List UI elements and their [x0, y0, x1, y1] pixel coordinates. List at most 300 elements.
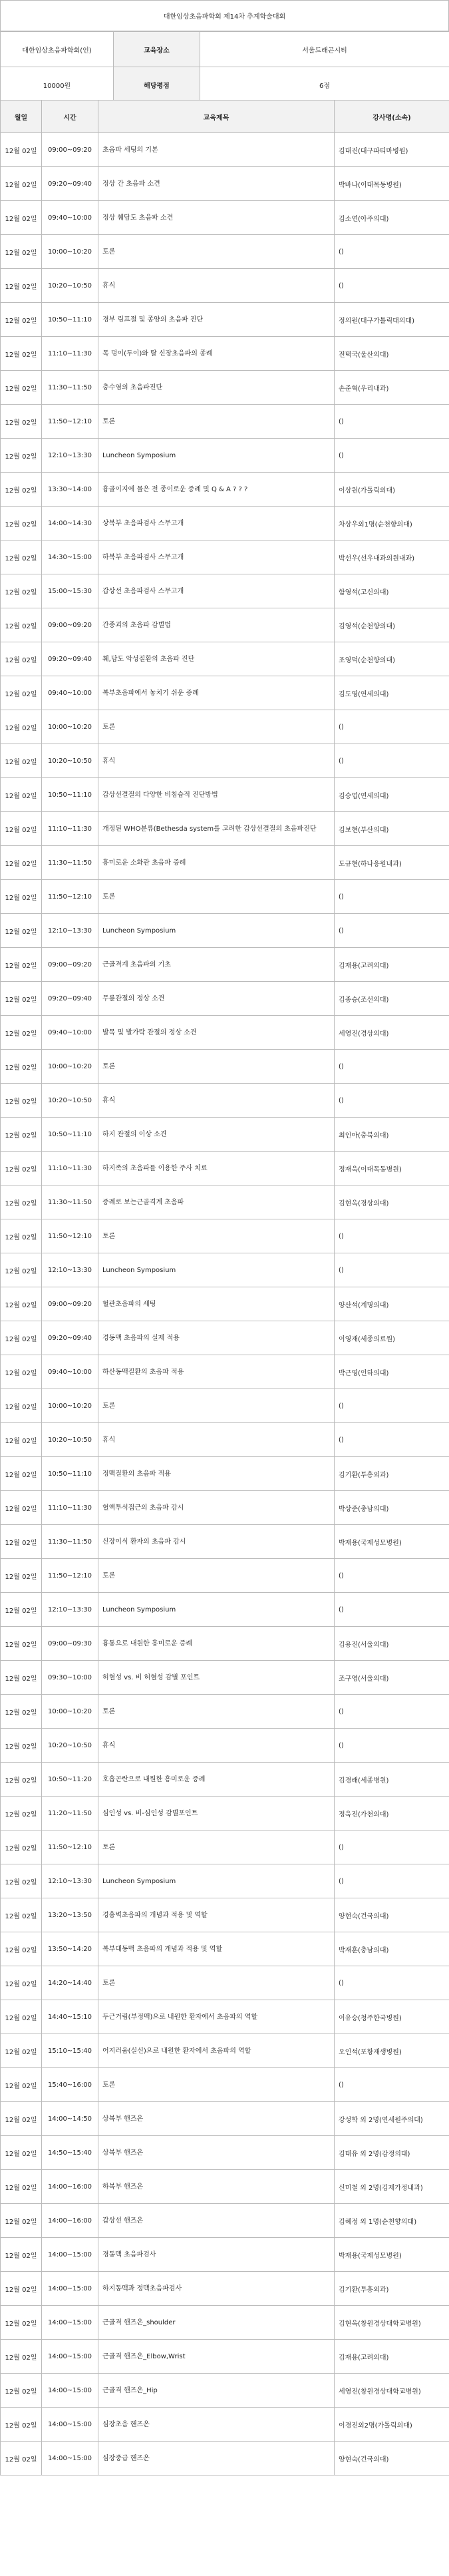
table-row	[1, 1966, 449, 2000]
row-lecturer: 차상우외1명(순천향의대)	[335, 507, 449, 540]
table-row	[1, 167, 449, 201]
row-date: 12월 02일	[1, 2272, 42, 2306]
row-time: 12:10~13:30	[42, 1253, 98, 1287]
row-time: 10:50~11:10	[42, 1457, 98, 1491]
row-date: 12월 02일	[1, 2238, 42, 2272]
row-time: 09:20~09:40	[42, 167, 98, 201]
table-row	[1, 371, 449, 405]
table-row	[1, 880, 449, 914]
table-row	[1, 1287, 449, 1321]
row-time: 09:30~10:00	[42, 1661, 98, 1695]
row-subject: 토론	[98, 235, 335, 269]
row-time: 14:00~15:00	[42, 2238, 98, 2272]
row-subject: 충수염의 초음파진단	[98, 371, 335, 405]
row-lecturer: ()	[335, 1593, 449, 1627]
row-date: 12월 02일	[1, 1695, 42, 1729]
row-subject: 정상 췌담도 초음파 소견	[98, 201, 335, 235]
row-lecturer: 정재욱(이대목동병원)	[335, 1152, 449, 1185]
row-time: 09:00~09:20	[42, 1287, 98, 1321]
row-subject: 토론	[98, 1559, 335, 1593]
row-subject: 토론	[98, 405, 335, 439]
row-subject: 신장이식 환자의 초음파 감시	[98, 1525, 335, 1559]
table-row	[1, 1932, 449, 1966]
table-row	[1, 778, 449, 812]
row-time: 10:20~10:50	[42, 1084, 98, 1118]
row-subject: 개정된 WHO분류(Bethesda system를 고려한 갑상선결절의 초음파진단	[98, 812, 335, 846]
row-time: 10:50~11:10	[42, 778, 98, 812]
row-subject: 하복부 초음파검사 스무고개	[98, 540, 335, 574]
row-time: 09:00~09:20	[42, 948, 98, 982]
row-date: 12월 02일	[1, 1864, 42, 1898]
row-subject: 갑상선 초음파검사 스무고개	[98, 574, 335, 608]
row-lecturer: 김기환(투흥외과)	[335, 1457, 449, 1491]
row-time: 14:00~14:30	[42, 507, 98, 540]
row-date: 12월 02일	[1, 2102, 42, 2136]
row-date: 12월 02일	[1, 1830, 42, 1864]
row-date: 12월 02일	[1, 948, 42, 982]
row-date: 12월 02일	[1, 812, 42, 846]
row-date: 12월 02일	[1, 2034, 42, 2068]
row-lecturer: 함영석(고신의대)	[335, 574, 449, 608]
col-time: 시간	[42, 101, 98, 133]
row-lecturer: 박근영(인하의대)	[335, 1355, 449, 1389]
row-time: 12:10~13:30	[42, 1593, 98, 1627]
row-subject: 토론	[98, 710, 335, 744]
row-subject: 상복부 초음파검사 스무고개	[98, 507, 335, 540]
table-row	[1, 982, 449, 1016]
row-time: 10:50~11:20	[42, 1763, 98, 1797]
row-date: 12월 02일	[1, 914, 42, 948]
row-subject: 근골격계 초음파의 기초	[98, 948, 335, 982]
row-lecturer: 김용진(서울의대)	[335, 1627, 449, 1661]
row-time: 14:00~15:00	[42, 2340, 98, 2374]
row-subject: 흥미로운 소화관 초음파 증례	[98, 846, 335, 880]
row-date: 12월 02일	[1, 710, 42, 744]
row-time: 09:20~09:40	[42, 982, 98, 1016]
row-lecturer: ()	[335, 235, 449, 269]
row-date: 12월 02일	[1, 2408, 42, 2442]
table-row	[1, 2000, 449, 2034]
row-lecturer: 김혜정 외 1명(순천향의대)	[335, 2204, 449, 2238]
schedule-body	[1, 133, 449, 2475]
row-lecturer: 김경래(세종병원)	[335, 1763, 449, 1797]
row-subject: 경동맥 초음파검사	[98, 2238, 335, 2272]
row-time: 14:00~15:00	[42, 2306, 98, 2340]
row-subject: 토론	[98, 1219, 335, 1253]
row-time: 09:20~09:40	[42, 642, 98, 676]
row-lecturer: 김재용(고려의대)	[335, 948, 449, 982]
row-subject: Luncheon Symposium	[98, 1864, 335, 1898]
row-subject: 두근거림(부정맥)으로 내원한 환자에서 초음파의 역할	[98, 2000, 335, 2034]
row-time: 09:00~09:20	[42, 133, 98, 167]
col-subject: 교육제목	[98, 101, 335, 133]
row-subject: 정맥질환의 초음파 적용	[98, 1457, 335, 1491]
row-time: 11:30~11:50	[42, 371, 98, 405]
row-lecturer: ()	[335, 269, 449, 303]
row-subject: 토론	[98, 2068, 335, 2102]
row-lecturer: ()	[335, 880, 449, 914]
row-time: 10:20~10:50	[42, 269, 98, 303]
row-time: 11:10~11:30	[42, 337, 98, 371]
row-time: 09:40~10:00	[42, 201, 98, 235]
row-lecturer: 신미철 외 2명(김제가정내과)	[335, 2170, 449, 2204]
row-subject: 호흡곤란으로 내원한 흥미로운 증례	[98, 1763, 335, 1797]
table-row	[1, 2306, 449, 2340]
row-subject: 근골격 핸즈온_shoulder	[98, 2306, 335, 2340]
table-row	[1, 812, 449, 846]
row-date: 12월 02일	[1, 1661, 42, 1695]
table-row	[1, 1423, 449, 1457]
row-time: 11:10~11:30	[42, 1152, 98, 1185]
row-time: 14:00~15:00	[42, 2374, 98, 2408]
table-row	[1, 1797, 449, 1830]
table-row	[1, 2068, 449, 2102]
row-lecturer: 김재용(고려의대)	[335, 2340, 449, 2374]
venue: 서울드래곤시티	[200, 32, 449, 67]
row-lecturer: 김종승(조선의대)	[335, 982, 449, 1016]
row-time: 10:00~10:20	[42, 1695, 98, 1729]
table-row	[1, 439, 449, 473]
row-lecturer: 최인아(충북의대)	[335, 1118, 449, 1152]
row-subject: 토론	[98, 1830, 335, 1864]
row-date: 12월 02일	[1, 778, 42, 812]
row-time: 09:40~10:00	[42, 1016, 98, 1050]
table-row	[1, 133, 449, 167]
row-subject: 증례로 보는근골격계 초음파	[98, 1185, 335, 1219]
row-time: 11:50~12:10	[42, 1559, 98, 1593]
row-date: 12월 02일	[1, 880, 42, 914]
row-date: 12월 02일	[1, 1898, 42, 1932]
row-lecturer: ()	[335, 1695, 449, 1729]
row-lecturer: 전택국(울산의대)	[335, 337, 449, 371]
table-row	[1, 1355, 449, 1389]
row-time: 11:50~12:10	[42, 1219, 98, 1253]
row-time: 09:00~09:20	[42, 608, 98, 642]
table-row	[1, 1898, 449, 1932]
row-lecturer: 박재용(국제성모병원)	[335, 1525, 449, 1559]
row-subject: 하산동맥질환의 초음파 적용	[98, 1355, 335, 1389]
table-row	[1, 1491, 449, 1525]
row-lecturer: ()	[335, 1084, 449, 1118]
row-date: 12월 02일	[1, 1423, 42, 1457]
row-lecturer: 이경진외2명(가톨릭의대)	[335, 2408, 449, 2442]
table-row	[1, 1627, 449, 1661]
row-time: 10:00~10:20	[42, 710, 98, 744]
row-time: 10:20~10:50	[42, 1729, 98, 1763]
row-subject: 상복부 핸즈온	[98, 2136, 335, 2170]
table-row	[1, 1084, 449, 1118]
table-row	[1, 2136, 449, 2170]
row-date: 12월 02일	[1, 201, 42, 235]
row-date: 12월 02일	[1, 2204, 42, 2238]
row-date: 12월 02일	[1, 1525, 42, 1559]
row-subject: 발목 및 발가락 관절의 정상 소견	[98, 1016, 335, 1050]
row-lecturer: 손준혁(우리내과)	[335, 371, 449, 405]
table-row	[1, 1695, 449, 1729]
row-subject: 토론	[98, 1389, 335, 1423]
row-time: 09:20~09:40	[42, 1321, 98, 1355]
row-date: 12월 02일	[1, 1389, 42, 1423]
row-subject: 휴식	[98, 1729, 335, 1763]
row-date: 12월 02일	[1, 2000, 42, 2034]
table-row	[1, 574, 449, 608]
row-date: 12월 02일	[1, 1593, 42, 1627]
row-subject: Luncheon Symposium	[98, 439, 335, 473]
row-time: 14:00~15:00	[42, 2272, 98, 2306]
row-time: 10:50~11:10	[42, 303, 98, 337]
row-lecturer: 강성학 외 2명(연세원주의대)	[335, 2102, 449, 2136]
row-time: 10:50~11:10	[42, 1118, 98, 1152]
row-subject: 혈액투석접근의 초음파 감시	[98, 1491, 335, 1525]
row-lecturer: 세영진(창원경상대학교병원)	[335, 2374, 449, 2408]
table-row	[1, 1729, 449, 1763]
row-lecturer: 김현옥(경상의대)	[335, 1185, 449, 1219]
row-date: 12월 02일	[1, 1016, 42, 1050]
venue-label: 교육장소	[114, 32, 200, 67]
row-lecturer: 정욱진(가천의대)	[335, 1797, 449, 1830]
row-date: 12월 02일	[1, 608, 42, 642]
row-date: 12월 02일	[1, 846, 42, 880]
row-subject: 췌,담도 악성질환의 초음파 진단	[98, 642, 335, 676]
table-row	[1, 1864, 449, 1898]
row-subject: 허혈성 vs. 비 허혈성 감별 포인트	[98, 1661, 335, 1695]
row-date: 12월 02일	[1, 1966, 42, 2000]
row-date: 12월 02일	[1, 744, 42, 778]
row-lecturer: 도규현(하나응원내과)	[335, 846, 449, 880]
table-row	[1, 642, 449, 676]
table-row	[1, 1525, 449, 1559]
row-date: 12월 02일	[1, 2374, 42, 2408]
row-time: 14:50~15:40	[42, 2136, 98, 2170]
row-lecturer: 박재훈(충남의대)	[335, 1932, 449, 1966]
row-date: 12월 02일	[1, 2068, 42, 2102]
row-time: 14:00~15:00	[42, 2442, 98, 2475]
row-lecturer: 박상준(충남의대)	[335, 1491, 449, 1525]
row-subject: 간종괴의 초음파 감별법	[98, 608, 335, 642]
table-row	[1, 1118, 449, 1152]
table-row	[1, 1389, 449, 1423]
row-lecturer: 양현숙(건국의대)	[335, 2442, 449, 2475]
row-time: 14:00~16:00	[42, 2204, 98, 2238]
row-lecturer: 김소연(아주의대)	[335, 201, 449, 235]
row-date: 12월 02일	[1, 2442, 42, 2475]
title-table	[0, 0, 449, 31]
row-lecturer: 김승업(연세의대)	[335, 778, 449, 812]
row-lecturer: ()	[335, 1050, 449, 1084]
row-date: 12월 02일	[1, 1491, 42, 1525]
row-lecturer: 김태유 외 2명(감정의대)	[335, 2136, 449, 2170]
table-row	[1, 1830, 449, 1864]
row-date: 12월 02일	[1, 1253, 42, 1287]
row-subject: 흉골이지에 물은 전 종이로운 증례 및 Q & A ? ? ?	[98, 473, 335, 507]
row-date: 12월 02일	[1, 337, 42, 371]
row-subject: 초음파 세팅의 기본	[98, 133, 335, 167]
row-time: 11:50~12:10	[42, 1830, 98, 1864]
row-subject: 심장중급 핸즈온	[98, 2442, 335, 2475]
row-date: 12월 02일	[1, 439, 42, 473]
row-date: 12월 02일	[1, 235, 42, 269]
table-row	[1, 1661, 449, 1695]
table-row	[1, 2238, 449, 2272]
row-date: 12월 02일	[1, 1763, 42, 1797]
table-row	[1, 405, 449, 439]
row-date: 12월 02일	[1, 133, 42, 167]
row-time: 09:40~10:00	[42, 1355, 98, 1389]
row-date: 12월 02일	[1, 2306, 42, 2340]
row-lecturer: ()	[335, 1219, 449, 1253]
row-lecturer: 김대진(대구파티마병원)	[335, 133, 449, 167]
credits-label: 해당평점	[114, 67, 200, 103]
row-subject: 토론	[98, 1966, 335, 2000]
col-date: 월일	[1, 101, 42, 133]
table-row	[1, 1185, 449, 1219]
row-lecturer: 김현옥(창원경상대학교병원)	[335, 2306, 449, 2340]
row-lecturer: ()	[335, 1830, 449, 1864]
row-date: 12월 02일	[1, 982, 42, 1016]
row-subject: 휴식	[98, 1084, 335, 1118]
row-time: 14:20~14:40	[42, 1966, 98, 2000]
row-time: 11:30~11:50	[42, 1525, 98, 1559]
row-lecturer: ()	[335, 744, 449, 778]
row-lecturer: 조구영(서울의대)	[335, 1661, 449, 1695]
table-row	[1, 608, 449, 642]
row-subject: 토론	[98, 880, 335, 914]
row-subject: 토론	[98, 1695, 335, 1729]
organizer: 대한임상초음파학회(인)	[1, 32, 114, 67]
row-lecturer: 박바나(이대목동병원)	[335, 167, 449, 201]
row-date: 12월 02일	[1, 405, 42, 439]
table-row	[1, 2408, 449, 2442]
row-date: 12월 02일	[1, 1050, 42, 1084]
row-date: 12월 02일	[1, 1797, 42, 1830]
row-lecturer: 김영석(순천향의대)	[335, 608, 449, 642]
table-row	[1, 2374, 449, 2408]
table-row	[1, 710, 449, 744]
table-row	[1, 914, 449, 948]
row-time: 14:30~15:00	[42, 540, 98, 574]
row-time: 11:30~11:50	[42, 1185, 98, 1219]
info-table	[0, 31, 449, 103]
row-subject: 심장초음 핸즈온	[98, 2408, 335, 2442]
table-row	[1, 1321, 449, 1355]
row-time: 12:10~13:30	[42, 1864, 98, 1898]
row-time: 10:20~10:50	[42, 744, 98, 778]
row-subject: 갑상선결절의 다양한 비침습적 진단방법	[98, 778, 335, 812]
table-row	[1, 2340, 449, 2374]
row-subject: 근골격 핸즈온_Hip	[98, 2374, 335, 2408]
row-subject: 하지 관절의 이상 소견	[98, 1118, 335, 1152]
row-time: 11:10~11:30	[42, 812, 98, 846]
row-lecturer: 오인석(포항재생병원)	[335, 2034, 449, 2068]
table-row	[1, 676, 449, 710]
row-time: 13:50~14:20	[42, 1932, 98, 1966]
table-row	[1, 303, 449, 337]
row-date: 12월 02일	[1, 1219, 42, 1253]
table-row	[1, 507, 449, 540]
row-subject: 혈관초음파의 세팅	[98, 1287, 335, 1321]
table-row	[1, 2170, 449, 2204]
row-subject: 휴식	[98, 269, 335, 303]
row-time: 10:20~10:50	[42, 1423, 98, 1457]
row-lecturer: 박재용(국제성모병원)	[335, 2238, 449, 2272]
row-lecturer: ()	[335, 2068, 449, 2102]
row-lecturer: ()	[335, 1389, 449, 1423]
row-time: 15:10~15:40	[42, 2034, 98, 2068]
row-subject: 목 덩이(두이)와 탈 신장초음파의 종례	[98, 337, 335, 371]
row-date: 12월 02일	[1, 540, 42, 574]
table-row	[1, 1016, 449, 1050]
row-date: 12월 02일	[1, 642, 42, 676]
row-lecturer: 양산석(계명의대)	[335, 1287, 449, 1321]
table-row	[1, 2272, 449, 2306]
table-row	[1, 2034, 449, 2068]
row-date: 12월 02일	[1, 1185, 42, 1219]
row-lecturer: ()	[335, 1423, 449, 1457]
schedule-table	[0, 100, 449, 2475]
table-row	[1, 744, 449, 778]
row-date: 12월 02일	[1, 269, 42, 303]
row-subject: Luncheon Symposium	[98, 1253, 335, 1287]
row-time: 15:40~16:00	[42, 2068, 98, 2102]
row-time: 10:00~10:20	[42, 235, 98, 269]
row-date: 12월 02일	[1, 1559, 42, 1593]
row-subject: 하복부 핸즈온	[98, 2170, 335, 2204]
row-date: 12월 02일	[1, 2340, 42, 2374]
row-subject: Luncheon Symposium	[98, 914, 335, 948]
row-date: 12월 02일	[1, 1457, 42, 1491]
row-time: 11:20~11:50	[42, 1797, 98, 1830]
row-subject: 흉통으로 내원한 흥미로운 증례	[98, 1627, 335, 1661]
table-row	[1, 473, 449, 507]
row-lecturer: 박선우(선우내과의원내과)	[335, 540, 449, 574]
row-subject: 무릎관절의 정상 소견	[98, 982, 335, 1016]
table-row	[1, 1559, 449, 1593]
row-subject: 근골격 핸즈온_Elbow,Wrist	[98, 2340, 335, 2374]
row-subject: 경흉벽초음파의 개념과 적용 및 역할	[98, 1898, 335, 1932]
row-lecturer: ()	[335, 1253, 449, 1287]
row-date: 12월 02일	[1, 1355, 42, 1389]
row-date: 12월 02일	[1, 2170, 42, 2204]
row-subject: 경동맥 초음파의 실제 적용	[98, 1321, 335, 1355]
row-lecturer: 이영재(세종의료원)	[335, 1321, 449, 1355]
row-lecturer: ()	[335, 710, 449, 744]
table-row	[1, 846, 449, 880]
row-lecturer: ()	[335, 1729, 449, 1763]
row-lecturer: ()	[335, 1559, 449, 1593]
row-time: 09:40~10:00	[42, 676, 98, 710]
row-date: 12월 02일	[1, 676, 42, 710]
table-row	[1, 540, 449, 574]
row-date: 12월 02일	[1, 1627, 42, 1661]
row-subject: 휴식	[98, 1423, 335, 1457]
row-date: 12월 02일	[1, 371, 42, 405]
row-subject: 어지러움(실신)으로 내원한 환자에서 초음파의 역할	[98, 2034, 335, 2068]
row-subject: Luncheon Symposium	[98, 1593, 335, 1627]
row-subject: 경부 림프절 및 종양의 초음파 진단	[98, 303, 335, 337]
row-date: 12월 02일	[1, 1932, 42, 1966]
table-row	[1, 1457, 449, 1491]
row-time: 09:00~09:30	[42, 1627, 98, 1661]
row-lecturer: ()	[335, 439, 449, 473]
row-time: 11:10~11:30	[42, 1491, 98, 1525]
credits: 6점	[200, 67, 449, 103]
row-date: 12월 02일	[1, 507, 42, 540]
row-time: 10:00~10:20	[42, 1389, 98, 1423]
row-date: 12월 02일	[1, 473, 42, 507]
row-subject: 복부초음파에서 놓치기 쉬운 증례	[98, 676, 335, 710]
row-subject: 토론	[98, 1050, 335, 1084]
row-subject: 하지동맥과 정맥초음파검사	[98, 2272, 335, 2306]
